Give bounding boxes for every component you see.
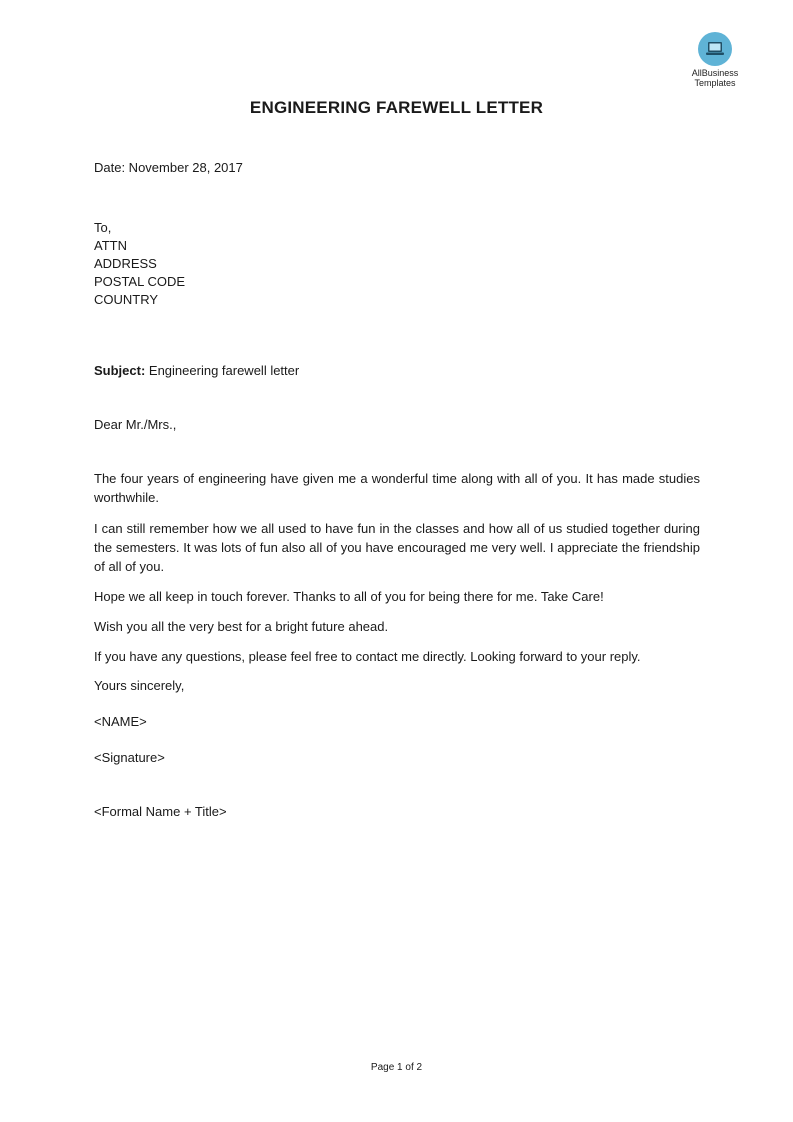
logo-text: AllBusiness Templates bbox=[691, 68, 739, 88]
subject-line bbox=[94, 362, 299, 380]
subject-text: Engineering farewell letter bbox=[145, 363, 300, 378]
name-placeholder: <NAME> bbox=[94, 714, 147, 729]
body-paragraph-2: I can still remember how we all used to have fun in the classes and how all of us studied together during the semesters. It was lots of fun also all of you have encouraged me very well. I appreciate the friendship of all of you. bbox=[94, 521, 700, 574]
salutation: Dear Mr./Mrs., bbox=[94, 417, 177, 432]
address-line: ADDRESS bbox=[94, 256, 157, 271]
body-paragraph-3: Hope we all keep in touch forever. Thanks to all of you for being there for me. Take Care! bbox=[94, 589, 604, 604]
body-paragraph-5: If you have any questions, please feel free to contact me directly. Looking forward to your reply. bbox=[94, 649, 641, 664]
address-country: COUNTRY bbox=[94, 292, 159, 307]
document-title: ENGINEERING FAREWELL LETTER bbox=[249, 98, 544, 117]
address-attn: ATTN bbox=[94, 238, 127, 253]
laptop-icon bbox=[698, 32, 732, 66]
closing: Yours sincerely, bbox=[94, 678, 185, 693]
signature-placeholder: <Signature> bbox=[94, 750, 165, 765]
subject-label: Subject: bbox=[94, 363, 146, 378]
address-postal-code: POSTAL CODE bbox=[94, 274, 186, 289]
letter-date: Date: November 28, 2017 bbox=[94, 160, 243, 175]
page-number: Page 1 of 2 bbox=[370, 1062, 423, 1073]
address-to: To, bbox=[94, 220, 112, 235]
formal-name-placeholder: <Formal Name + Title> bbox=[94, 804, 227, 819]
body-paragraph-1: The four years of engineering have given me a wonderful time along with all of you. It has made studies worthwhile. bbox=[94, 471, 700, 505]
body-paragraph-4: Wish you all the very best for a bright future ahead. bbox=[94, 619, 389, 634]
recipient-address bbox=[94, 219, 185, 309]
company-logo bbox=[684, 32, 746, 88]
